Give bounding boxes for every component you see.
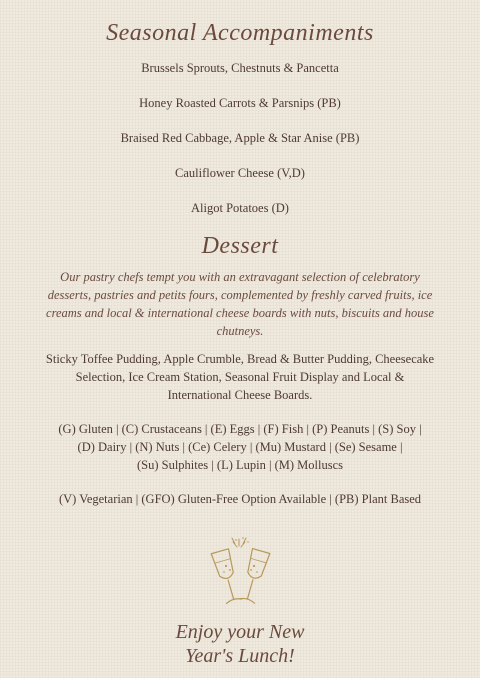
menu-item: Aligot Potatoes (D) [191,201,289,215]
dessert-intro-line: creams and local & international cheese boards with nuts, biscuits and house [46,306,434,320]
dessert-selection [24,350,456,404]
menu-item: Honey Roasted Carrots & Parsnips (PB) [139,96,341,110]
dessert-intro-line: Our pastry chefs tempt you with an extravagant selection of celebratory [60,270,420,284]
dessert-selection-line: Sticky Toffee Pudding, Apple Crumble, Bread & Butter Pudding, Cheesecake [45,352,435,366]
dessert-intro [28,268,452,340]
menu-item: Brussels Sprouts, Chestnuts & Pancetta [141,61,339,75]
accompaniments-heading: Seasonal Accompaniments [106,20,374,46]
closing-message [0,620,480,668]
dessert-selection-line: Selection, Ice Cream Station, Seasonal Fruit Display and Local & [75,370,405,384]
allergen-line: (D) Dairy | (N) Nuts | (Ce) Celery | (Mu) Mustard | (Se) Sesame | [77,440,403,454]
dessert-selection-line: International Cheese Boards. [167,388,313,402]
allergen-line: (Su) Sulphites | (L) Lupin | (M) Molluscs [136,458,344,472]
menu-item: Braised Red Cabbage, Apple & Star Anise (PB) [120,131,360,145]
allergen-line: (G) Gluten | (C) Crustaceans | (E) Eggs | (F) Fish | (P) Peanuts | (S) Soy | [58,422,422,436]
closing-line: Enjoy your New [175,621,305,643]
dessert-intro-line: desserts, pastries and petits fours, complemented by freshly carved fruits, ice [47,288,433,302]
dessert-heading: Dessert [201,233,279,259]
allergen-key [24,420,456,474]
dessert-intro-line: chutneys. [216,324,264,338]
closing-line: Year's Lunch! [185,645,295,667]
champagne-toast-icon [206,536,276,614]
dietary-key: (V) Vegetarian | (GFO) Gluten-Free Option Available | (PB) Plant Based [58,492,422,506]
menu-item: Cauliflower Cheese (V,D) [175,166,305,180]
